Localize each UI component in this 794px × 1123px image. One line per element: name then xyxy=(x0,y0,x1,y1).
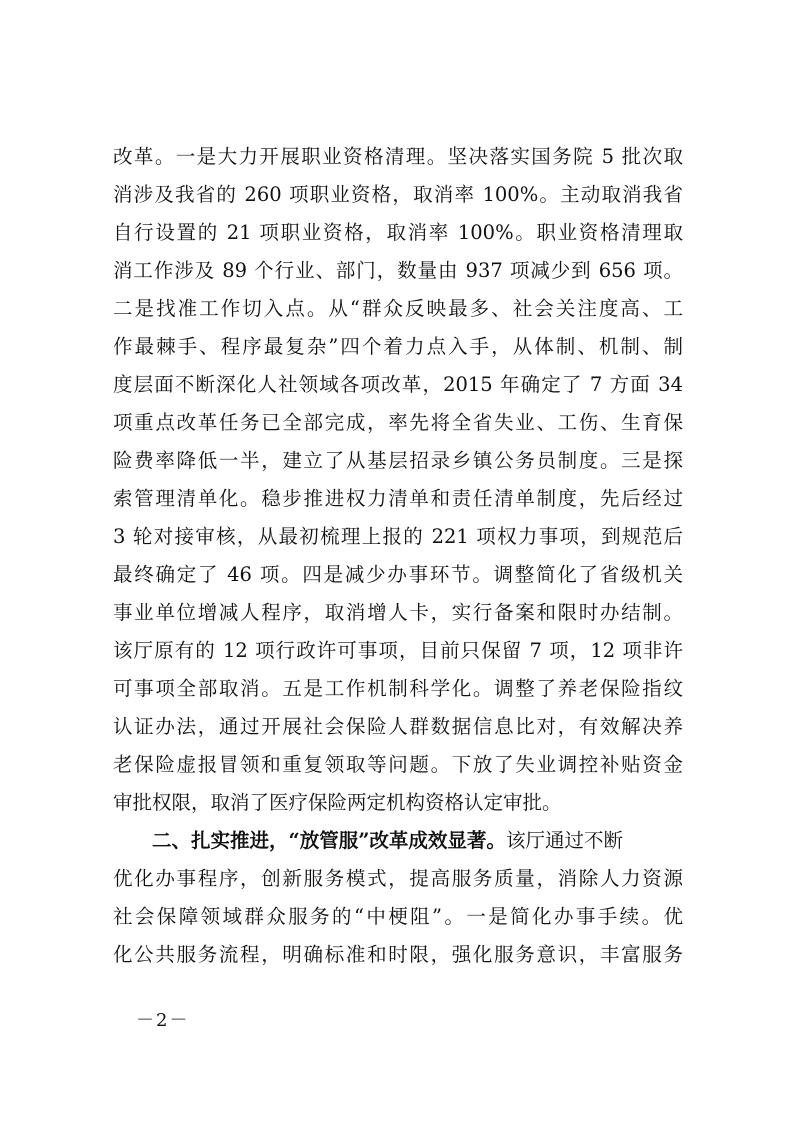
text-line: 优化办事程序，创新服务模式，提高服务质量，消除人力资源 xyxy=(113,867,683,890)
text-line: 改革。一是大力开展职业资格清理。坚决落实国务院 5 批次取 xyxy=(113,145,683,168)
text-line: 认证办法，通过开展社会保险人群数据信息比对，有效解决养 xyxy=(113,715,683,738)
text-line: 作最棘手、程序最复杂”四个着力点入手，从体制、机制、制 xyxy=(113,335,683,358)
text-line: 最终确定了 46 项。四是减少办事环节。调整简化了省级机关 xyxy=(113,563,683,586)
text-line: 二是找准工作切入点。从“群众反映最多、社会关注度高、工 xyxy=(113,297,683,320)
body-text xyxy=(113,138,683,974)
text-line: 消涉及我省的 260 项职业资格，取消率 100%。主动取消我省 xyxy=(113,183,683,206)
text-line: 事业单位增减人程序，取消增人卡，实行备案和限时办结制。 xyxy=(113,601,683,624)
text-line: 项重点改革任务已全部完成，率先将全省失业、工伤、生育保 xyxy=(113,411,683,434)
text-line: 社会保障领域群众服务的“中梗阻”。一是简化办事手续。优 xyxy=(113,905,683,928)
text-line: 自行设置的 21 项职业资格，取消率 100%。职业资格清理取 xyxy=(113,221,683,244)
section-heading-line xyxy=(113,822,683,860)
text-line: 索管理清单化。稳步推进权力清单和责任清单制度，先后经过 xyxy=(113,487,683,510)
section-heading: 二、扎实推进，“放管服”改革成效显著。 xyxy=(152,829,506,852)
text-line: 老保险虚报冒领和重复领取等问题。下放了失业调控补贴资金 xyxy=(113,753,683,776)
text-line: 该厅原有的 12 项行政许可事项，目前只保留 7 项，12 项非许 xyxy=(113,639,683,662)
text-line: 可事项全部取消。五是工作机制科学化。调整了养老保险指纹 xyxy=(113,677,683,700)
text-line: 3 轮对接审核，从最初梳理上报的 221 项权力事项，到规范后 xyxy=(113,525,683,548)
text-span: 该厅通过不断 xyxy=(505,829,623,852)
text-line: 险费率降低一半，建立了从基层招录乡镇公务员制度。三是探 xyxy=(113,449,683,472)
text-line: 度层面不断深化人社领域各项改革，2015 年确定了 7 方面 34 xyxy=(113,373,683,396)
page-number: －2－ xyxy=(136,1010,190,1031)
text-line: 化公共服务流程，明确标准和时限，强化服务意识，丰富服务 xyxy=(113,943,683,966)
text-line: 消工作涉及 89 个行业、部门，数量由 937 项减少到 656 项。 xyxy=(113,259,683,282)
text-line: 审批权限，取消了医疗保险两定机构资格认定审批。 xyxy=(113,791,562,814)
